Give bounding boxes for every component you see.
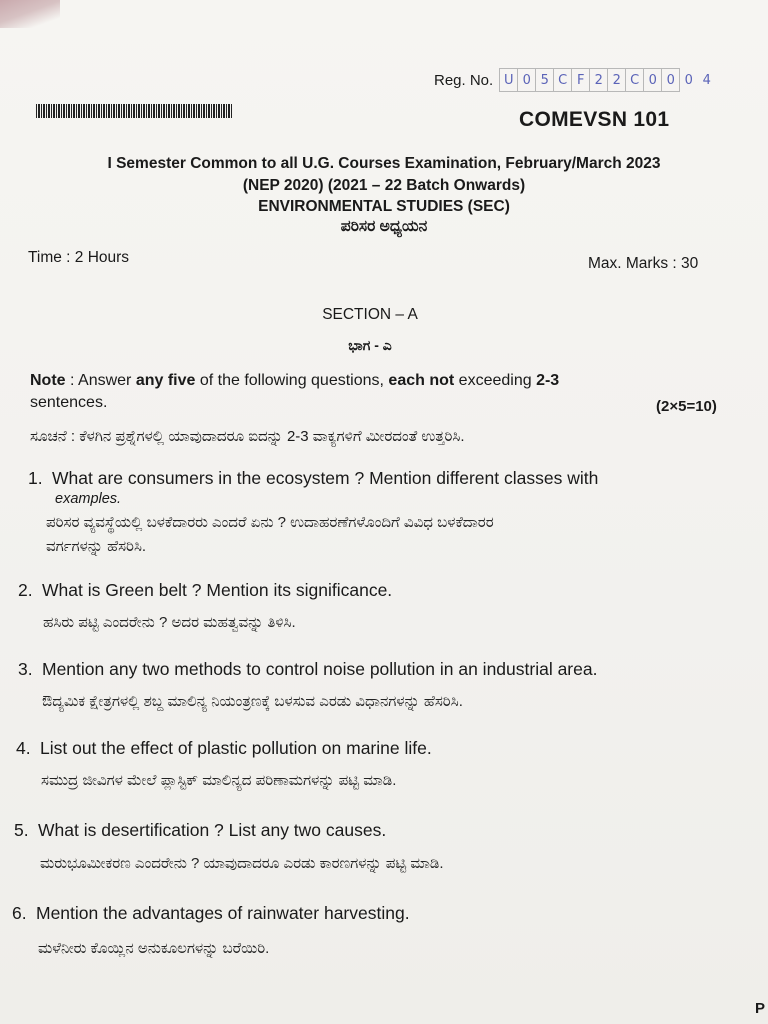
question-number: 4. — [16, 738, 31, 758]
question-text: Mention the advantages of rainwater harvesting. — [36, 903, 410, 923]
reg-digit: 0 — [684, 72, 693, 88]
reg-boxes — [499, 68, 715, 92]
question-text: What are consumers in the ecosystem ? Mention different classes with — [52, 468, 599, 488]
question-4 — [16, 738, 432, 759]
reg-digit: 2 — [607, 68, 626, 92]
question-kannada: ಪರಿಸರ ವ್ಯವಸ್ಥೆಯಲ್ಲಿ ಬಳಕೆದಾರರು ಎಂದರೆ ಏನು ? ಉದಾಹರಣೆಗಳೊಂದಿಗೆ ವಿವಿಧ ಬಳಕೆದಾರರ — [46, 514, 494, 531]
note-text: : Answer — [65, 372, 136, 389]
max-marks: Max. Marks : 30 — [588, 255, 699, 272]
note-label: Note — [30, 372, 66, 389]
question-kannada: ಮಳೆನೀರು ಕೊಯ್ಲಿನ ಅನುಕೂಲಗಳನ್ನು ಬರೆಯಿರಿ. — [38, 940, 270, 957]
marks-distribution: (2×5=10) — [656, 398, 717, 415]
note-text: exceeding — [454, 372, 537, 389]
question-kannada: ಹಸಿರು ಪಟ್ಟಿ ಎಂದರೇನು ? ಅದರ ಮಹತ್ವವನ್ನು ತಿಳಿಸಿ. — [43, 614, 296, 631]
reg-digit: 4 — [702, 72, 711, 88]
question-kannada: ಸಮುದ್ರ ಜೀವಿಗಳ ಮೇಲೆ ಪ್ಲಾಸ್ಟಿಕ್ ಮಾಲಿನ್ಯದ ಪರಿಣಾಮಗಳನ್ನು ಪಟ್ಟಿ ಮಾಡಿ. — [41, 772, 397, 789]
question-kannada: ಮರುಭೂಮೀಕರಣ ಎಂದರೇನು ? ಯಾವುದಾದರೂ ಎರಡು ಕಾರಣಗಳನ್ನು ಪಟ್ಟಿ ಮಾಡಿ. — [40, 855, 444, 872]
barcode — [36, 104, 232, 118]
question-number: 5. — [14, 820, 29, 840]
question-text: What is desertification ? List any two causes. — [38, 820, 387, 840]
reg-digit: 0 — [643, 68, 662, 92]
reg-digit: 5 — [535, 68, 554, 92]
question-5 — [14, 820, 386, 841]
question-3 — [18, 659, 597, 680]
exam-subtitle: (NEP 2020) (2021 – 22 Batch Onwards) — [242, 177, 526, 194]
subject-title: ENVIRONMENTAL STUDIES (SEC) — [258, 198, 510, 215]
question-number: 2. — [18, 580, 33, 600]
instructions-kannada: ಸೂಚನೆ : ಕೆಳಗಿನ ಪ್ರಶ್ನೆಗಳಲ್ಲಿ ಯಾವುದಾದರೂ ಐದನ್ನು 2-3 ವಾಕ್ಯಗಳಿಗೆ ಮೀರದಂತೆ ಉತ್ತರಿಸಿ. — [30, 428, 465, 445]
note-bold: any five — [135, 372, 196, 389]
reg-digit: C — [625, 68, 644, 92]
note-bold: 2-3 — [536, 372, 560, 389]
reg-digit: 2 — [589, 68, 608, 92]
note-bold: each not — [388, 372, 455, 389]
question-text-cont: examples. — [55, 491, 122, 507]
reg-label: Reg. No. — [434, 71, 494, 89]
paper-code: COMEVSN 101 — [519, 108, 670, 131]
question-kannada: ಔದ್ಯಮಿಕ ಕ್ಷೇತ್ರಗಳಲ್ಲಿ ಶಬ್ದ ಮಾಲಿನ್ಯ ನಿಯಂತ್ರಣಕ್ಕೆ ಬಳಸುವ ಎರಡು ವಿಧಾನಗಳನ್ನು ಹೆಸರಿಸಿ. — [42, 693, 463, 710]
question-number: 1. — [28, 468, 43, 488]
paper-corner — [0, 0, 60, 28]
question-number: 3. — [18, 659, 33, 679]
question-text: List out the effect of plastic pollution on marine life. — [40, 738, 432, 758]
reg-digit: F — [571, 68, 590, 92]
question-kannada-cont: ವರ್ಗಗಳನ್ನು ಹೆಸರಿಸಿ. — [46, 538, 147, 555]
note-text: of the following questions, — [195, 372, 389, 389]
page-mark: P — [755, 1000, 766, 1017]
exam-time: Time : 2 Hours — [28, 249, 130, 266]
question-number: 6. — [12, 903, 27, 923]
reg-digit: 0 — [661, 68, 680, 92]
subject-title-kannada: ಪರಿಸರ ಅಧ್ಯಯನ — [340, 218, 428, 235]
instructions — [30, 370, 670, 414]
section-title: SECTION – A — [322, 306, 418, 323]
exam-title: I Semester Common to all U.G. Courses Examination, February/March 2023 — [107, 155, 661, 172]
question-6 — [12, 903, 410, 924]
question-2 — [18, 580, 392, 601]
question-1 — [28, 468, 598, 489]
section-title-kannada: ಭಾಗ - ಎ — [348, 337, 392, 353]
reg-digit: C — [553, 68, 572, 92]
reg-digit: U — [499, 68, 518, 92]
note-text: sentences. — [30, 394, 108, 411]
question-text: What is Green belt ? Mention its significance. — [42, 580, 393, 600]
reg-number-field — [434, 68, 715, 92]
reg-digit: 0 — [517, 68, 536, 92]
question-text: Mention any two methods to control noise pollution in an industrial area. — [42, 659, 598, 679]
